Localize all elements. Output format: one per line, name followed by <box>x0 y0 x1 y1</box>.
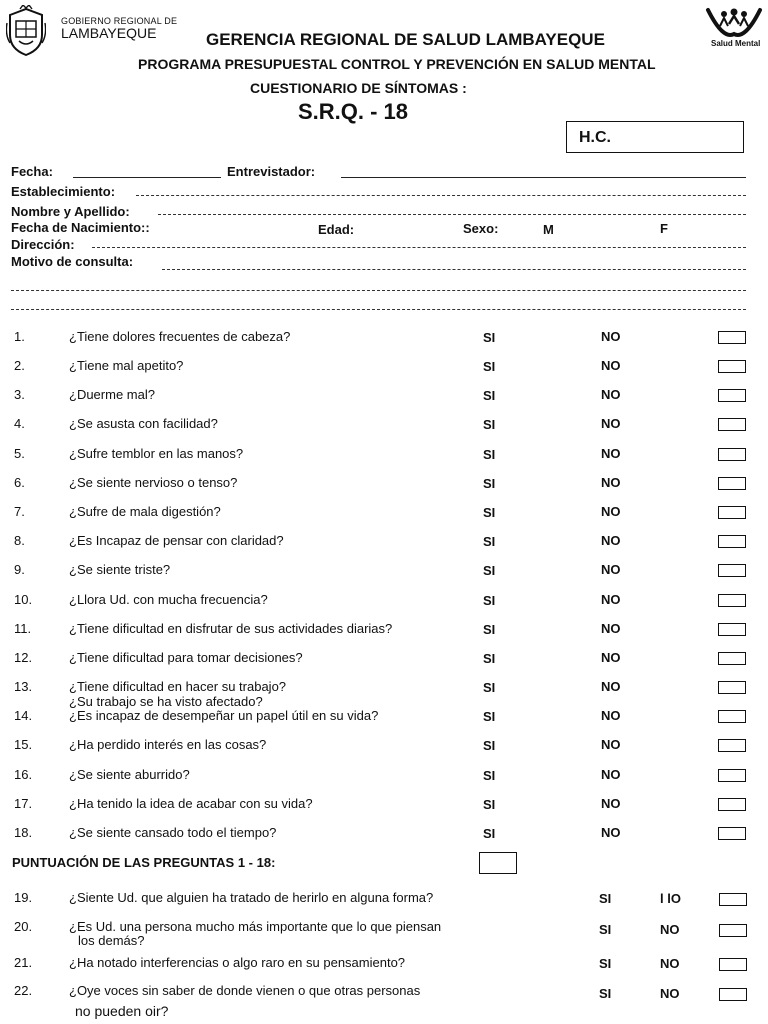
answer-no[interactable]: NO <box>601 767 621 782</box>
question-text: ¿Se siente cansado todo el tiempo? <box>69 825 277 840</box>
questionnaire-title: CUESTIONARIO DE SÍNTOMAS : <box>250 80 467 96</box>
motivo-line-2[interactable] <box>11 290 746 291</box>
establecimiento-label: Establecimiento: <box>11 184 116 199</box>
answer-no[interactable]: NO <box>601 387 621 402</box>
answer-checkbox[interactable] <box>718 827 746 840</box>
motivo-line-3[interactable] <box>11 309 746 310</box>
answer-si[interactable]: SI <box>483 797 496 812</box>
question-text: ¿Se siente triste? <box>69 562 171 577</box>
answer-checkbox[interactable] <box>718 710 746 723</box>
question-number: 8. <box>14 533 25 548</box>
answer-checkbox[interactable] <box>718 418 746 431</box>
org-name-line2: LAMBAYEQUE <box>61 25 157 41</box>
fecha-label: Fecha: <box>11 164 53 179</box>
answer-no[interactable]: NO <box>660 922 680 937</box>
answer-si[interactable]: SI <box>483 534 496 549</box>
question-text: ¿Es Ud. una persona mucho más importante que lo que piensan <box>69 919 442 934</box>
question-number: 2. <box>14 358 25 373</box>
answer-checkbox[interactable] <box>719 988 747 1001</box>
answer-checkbox[interactable] <box>718 652 746 665</box>
answer-no[interactable]: l lO <box>660 891 681 906</box>
question-text: no pueden oir? <box>75 1003 169 1019</box>
answer-no[interactable]: NO <box>601 796 621 811</box>
answer-si[interactable]: SI <box>483 680 496 695</box>
answer-no[interactable]: NO <box>601 562 621 577</box>
answer-checkbox[interactable] <box>718 769 746 782</box>
nombre-label: Nombre y Apellido: <box>11 204 130 219</box>
entrevistador-label: Entrevistador: <box>227 164 316 179</box>
question-text: ¿Tiene dificultad en hacer su trabajo? <box>69 679 287 694</box>
question-number: 1. <box>14 329 25 344</box>
score-box[interactable] <box>479 852 517 874</box>
answer-checkbox[interactable] <box>718 594 746 607</box>
answer-checkbox[interactable] <box>718 798 746 811</box>
question-number: 9. <box>14 562 25 577</box>
answer-si[interactable]: SI <box>599 956 612 971</box>
question-number: 11. <box>14 621 32 636</box>
entrevistador-line[interactable] <box>341 177 746 178</box>
nombre-line[interactable] <box>158 214 746 215</box>
answer-no[interactable]: NO <box>601 679 621 694</box>
answer-si[interactable]: SI <box>483 505 496 520</box>
answer-si[interactable]: SI <box>599 891 612 906</box>
question-text: ¿Duerme mal? <box>69 387 155 402</box>
question-text: ¿Ha perdido interés en las cosas? <box>69 737 267 752</box>
question-number: 17. <box>14 796 33 811</box>
answer-si[interactable]: SI <box>483 330 496 345</box>
answer-no[interactable]: NO <box>601 416 621 431</box>
answer-si[interactable]: SI <box>483 447 496 462</box>
question-text: ¿Sufre temblor en las manos? <box>69 446 244 461</box>
answer-si[interactable]: SI <box>483 738 496 753</box>
answer-checkbox[interactable] <box>718 623 746 636</box>
question-text: ¿Ha tenido la idea de acabar con su vida? <box>69 796 313 811</box>
answer-checkbox[interactable] <box>719 958 747 971</box>
direccion-label: Dirección: <box>11 237 75 252</box>
question-number: 12. <box>14 650 33 665</box>
motivo-label: Motivo de consulta: <box>11 254 134 269</box>
question-number: 20. <box>14 919 33 934</box>
establecimiento-line[interactable] <box>136 195 746 196</box>
question-number: 19. <box>14 890 33 905</box>
answer-si[interactable]: SI <box>483 826 496 841</box>
hc-label: H.C. <box>579 129 611 146</box>
question-number: 13. <box>14 679 33 694</box>
question-text: los demás? <box>78 933 145 948</box>
answer-checkbox[interactable] <box>718 681 746 694</box>
answer-no[interactable]: NO <box>601 592 621 607</box>
answer-si[interactable]: SI <box>599 922 612 937</box>
page-title: GERENCIA REGIONAL DE SALUD LAMBAYEQUE <box>206 30 605 49</box>
answer-no[interactable]: NO <box>601 446 621 461</box>
score-label: PUNTUACIÓN DE LAS PREGUNTAS 1 - 18: <box>12 855 276 870</box>
question-text: ¿Tiene dificultad para tomar decisiones? <box>69 650 303 665</box>
nacimiento-label: Fecha de Nacimiento:: <box>11 220 150 235</box>
answer-no[interactable]: NO <box>601 504 621 519</box>
question-text: ¿Tiene mal apetito? <box>69 358 184 373</box>
fecha-line[interactable] <box>73 177 221 178</box>
answer-si[interactable]: SI <box>483 476 496 491</box>
question-number: 6. <box>14 475 25 490</box>
answer-checkbox[interactable] <box>718 331 746 344</box>
program-subtitle: PROGRAMA PRESUPUESTAL CONTROL Y PREVENCIÓN EN SALUD MENTAL <box>138 56 656 72</box>
answer-checkbox[interactable] <box>718 739 746 752</box>
answer-no[interactable]: NO <box>601 621 621 636</box>
answer-checkbox[interactable] <box>718 389 746 402</box>
answer-no[interactable]: NO <box>601 475 621 490</box>
answer-no[interactable]: NO <box>660 986 680 1001</box>
question-text: ¿Siente Ud. que alguien ha tratado de herirlo en alguna forma? <box>69 890 434 905</box>
question-text: ¿Oye voces sin saber de donde vienen o que otras personas <box>69 983 421 998</box>
answer-checkbox[interactable] <box>718 448 746 461</box>
answer-si[interactable]: SI <box>483 768 496 783</box>
answer-no[interactable]: NO <box>601 533 621 548</box>
salud-mental-label: Salud Mental <box>711 39 761 48</box>
answer-checkbox[interactable] <box>718 506 746 519</box>
answer-si[interactable]: SI <box>483 709 496 724</box>
answer-checkbox[interactable] <box>718 360 746 373</box>
answer-si[interactable]: SI <box>483 651 496 666</box>
question-number: 21. <box>14 955 33 970</box>
question-text: ¿Es incapaz de desempeñar un papel útil en su vida? <box>69 708 379 723</box>
question-number: 14. <box>14 708 33 723</box>
answer-no[interactable]: NO <box>601 708 621 723</box>
answer-checkbox[interactable] <box>718 477 746 490</box>
srq-code: S.R.Q. - 18 <box>298 99 409 124</box>
question-text: ¿Tiene dolores frecuentes de cabeza? <box>69 329 291 344</box>
question-number: 22. <box>14 983 33 998</box>
sexo-f-option[interactable]: F <box>660 221 668 236</box>
answer-si[interactable]: SI <box>483 622 496 637</box>
regional-coat-of-arms-icon <box>6 5 46 57</box>
answer-si[interactable]: SI <box>483 388 496 403</box>
salud-mental-logo-icon <box>705 4 763 42</box>
question-number: 7. <box>14 504 25 519</box>
motivo-line-1[interactable] <box>162 269 746 270</box>
question-number: 3. <box>14 387 25 402</box>
question-number: 18. <box>14 825 33 840</box>
answer-checkbox[interactable] <box>718 535 746 548</box>
answer-no[interactable]: NO <box>601 825 621 840</box>
question-text: ¿Sufre de mala digestión? <box>69 504 221 519</box>
answer-no[interactable]: NO <box>660 956 680 971</box>
question-text: ¿Es Incapaz de pensar con claridad? <box>69 533 284 548</box>
answer-no[interactable]: NO <box>601 329 621 344</box>
answer-no[interactable]: NO <box>601 650 621 665</box>
answer-no[interactable]: NO <box>601 358 621 373</box>
edad-label: Edad: <box>318 222 355 237</box>
answer-checkbox[interactable] <box>718 564 746 577</box>
question-text: ¿Llora Ud. con mucha frecuencia? <box>69 592 268 607</box>
question-number: 15. <box>14 737 33 752</box>
question-text: ¿Ha notado interferencias o algo raro en su pensamiento? <box>69 955 406 970</box>
question-text: ¿Se siente aburrido? <box>69 767 190 782</box>
answer-no[interactable]: NO <box>601 737 621 752</box>
answer-si[interactable]: SI <box>483 563 496 578</box>
question-text: ¿Se asusta con facilidad? <box>69 416 218 431</box>
answer-checkbox[interactable] <box>719 893 747 906</box>
question-text: ¿Se siente nervioso o tenso? <box>69 475 238 490</box>
question-text: ¿Su trabajo se ha visto afectado? <box>69 694 263 709</box>
question-number: 4. <box>14 416 25 431</box>
direccion-line[interactable] <box>92 247 746 248</box>
answer-si[interactable]: SI <box>599 986 612 1001</box>
org-name-line1: GOBIERNO REGIONAL DE <box>61 16 178 26</box>
sexo-label: Sexo: <box>463 221 499 236</box>
sexo-m-option[interactable]: M <box>543 222 554 237</box>
question-number: 5. <box>14 446 25 461</box>
answer-si[interactable]: SI <box>483 417 496 432</box>
answer-si[interactable]: SI <box>483 359 496 374</box>
question-number: 16. <box>14 767 33 782</box>
question-text: ¿Tiene dificultad en disfrutar de sus actividades diarias? <box>69 621 393 636</box>
answer-si[interactable]: SI <box>483 593 496 608</box>
answer-checkbox[interactable] <box>719 924 747 937</box>
question-number: 10. <box>14 592 33 607</box>
